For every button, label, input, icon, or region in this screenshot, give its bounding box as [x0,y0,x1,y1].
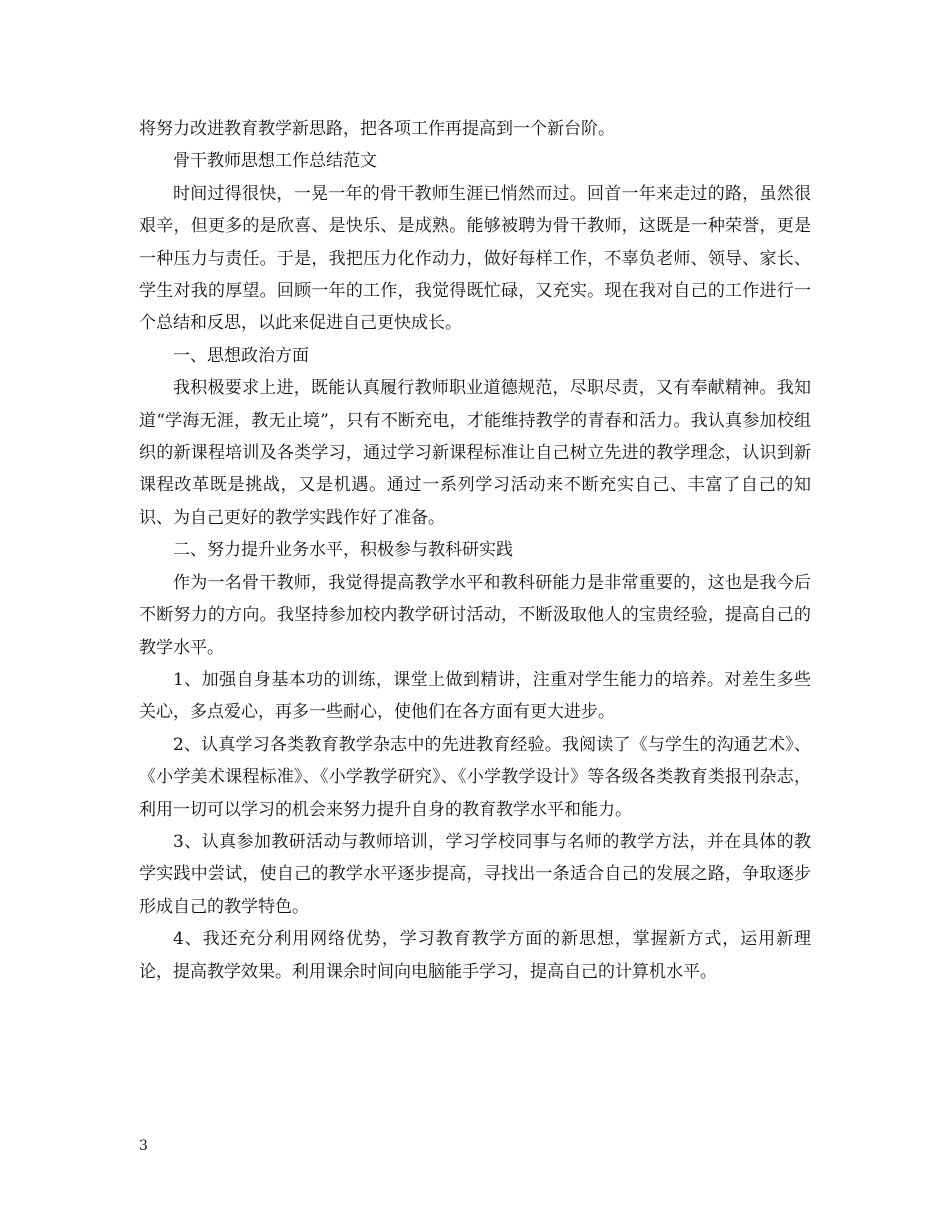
section-title: 骨干教师思想工作总结范文 [173,151,377,172]
paragraph-ideology-politics: 我积极要求上进，既能认真履行教师职业道德规范，尽职尽责，又有奉献精神。我知道“学海无涯，教无止境”，只有不断充电，才能维持教学的青春和活力。我认真参加校组织的新课程培训及各类学习，通过学习新课程标准让自己树立先进的教学理念，认识到新课程改革既是挑战，又是机遇。通过一系列学习活动来不断充实自己、丰富了自己的知识、为自己更好的教学实践作好了准备。 [139,378,811,528]
list-item-1: 1、加强自身基本功的训练，课堂上做到精讲，注重对学生能力的培养。对差生多些关心，多点爱心，再多一些耐心，使他们在各方面有更大进步。 [139,669,811,723]
paragraph-intro: 时间过得很快，一晃一年的骨干教师生涯已悄然而过。回首一年来走过的路，虽然很艰辛，但更多的是欣喜、是快乐、是成熟。能够被聘为骨干教师，这既是一种荣誉，更是一种压力与责任。于是，我把压力化作动力，做好每样工作，不辜负老师、领导、家长、学生对我的厚望。回顾一年的工作，我觉得既忙碌，又充实。现在我对自己的工作进行一个总结和反思，以此来促进自己更快成长。 [139,183,811,334]
list-item-4: 4、我还充分利用网络优势，学习教育教学方面的新思想，掌握新方式，运用新理论，提高教学效果。利用课余时间向电脑能手学习，提高自己的计算机水平。 [139,929,811,982]
page-number: 3 [139,1138,148,1154]
list-item-2: 2、认真学习各类教育教学杂志中的先进教育经验。我阅读了《与学生的沟通艺术》、《小学美术课程标准》、《小学教学研究》、《小学教学设计》等各级各类教育类报刊杂志，利用一切可以学习的机会来努力提升自身的教育教学水平和能力。 [139,734,811,820]
document-body [139,113,811,988]
paragraph-continuation: 将努力改进教育教学新思路，把各项工作再提高到一个新台阶。 [139,119,615,139]
heading-ideology-politics: 一、思想政治方面 [173,345,309,366]
paragraph-professional-level: 作为一名骨干教师，我觉得提高教学水平和教科研能力是非常重要的，这也是我今后不断努力的方向。我坚持参加校内教学研讨活动，不断汲取他人的宝贵经验，提高自己的教学水平。 [139,572,811,658]
list-item-3: 3、认真参加教研活动与教师培训，学习学校同事与名师的教学方法，并在具体的教学实践中尝试，使自己的教学水平逐步提高，寻找出一条适合自己的发展之路，争取逐步形成自己的教学特色。 [139,831,811,917]
heading-professional-level: 二、努力提升业务水平，积极参与教科研实践 [173,540,513,561]
